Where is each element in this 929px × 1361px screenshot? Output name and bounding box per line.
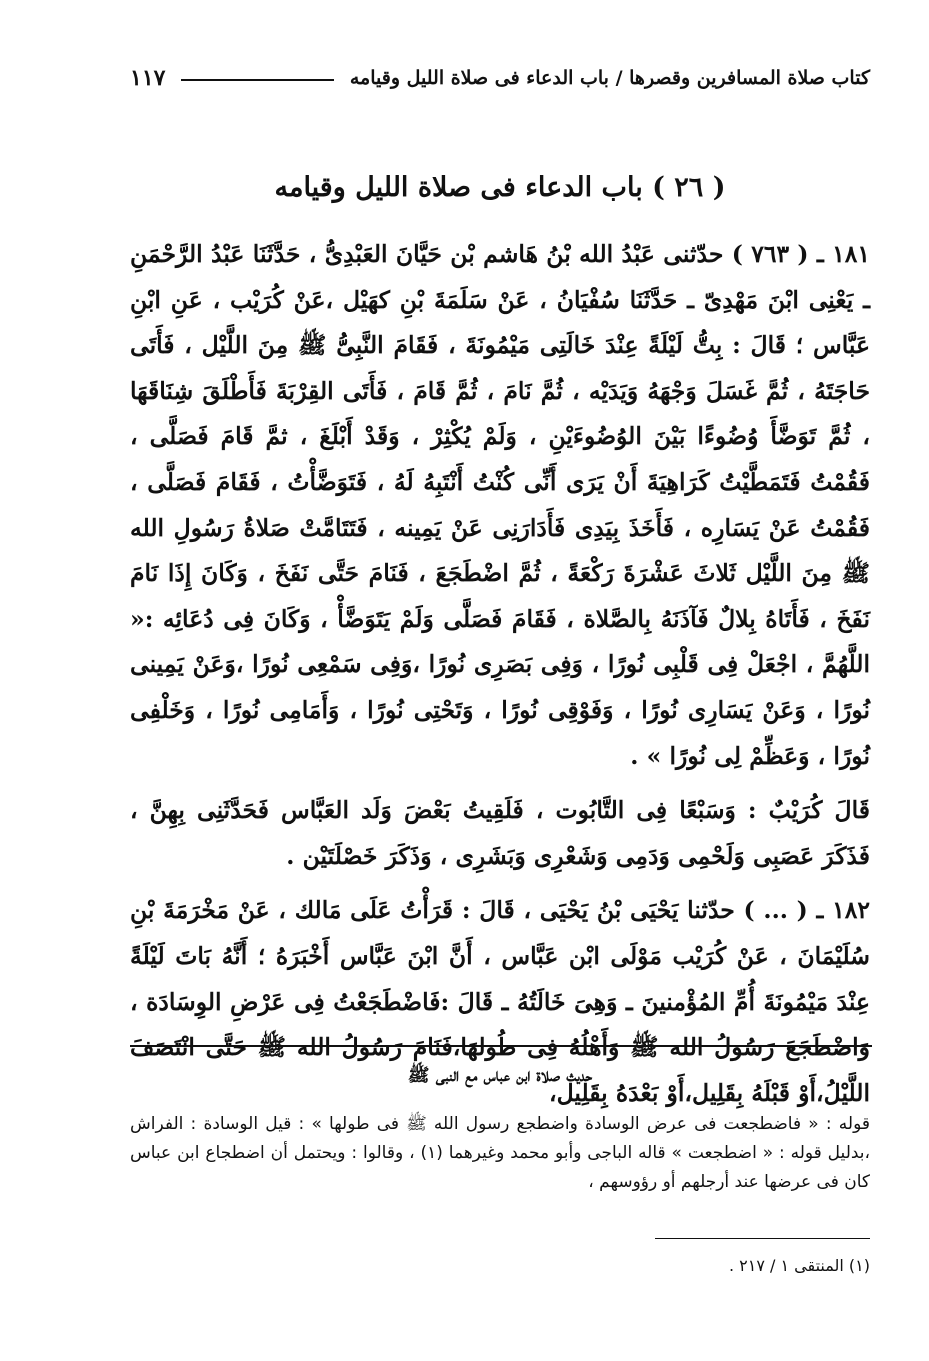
page-number: ١١٧: [130, 65, 166, 91]
commentary-paragraph: قوله : « فاضطجعت فى عرض الوسادة واضطجع رسول الله ﷺ فى طولها » : قيل الوسادة : الفراش ،بدليل قوله : « اضطجعت » قاله الباجى وأبو محمد وغيرهما (١) ، وقالوا : ويحتمل أن اضطجاع ابن عباس كان فى عرضها عند أرجلهم أو رؤوسهم ،: [130, 1114, 871, 1192]
footnote: (١) المنتقى ١ / ٢١٧ .: [728, 1256, 870, 1275]
commentary-heading: حديث صلاة ابن عباس مع النبى ﷺ: [407, 1065, 593, 1086]
commentary-divider: [130, 1045, 872, 1047]
header-rule: [181, 79, 333, 81]
hadith-paragraph-182: ١٨٢ ـ ( ... ) حدّثنا يَحْيَى بْنُ يَحْيَى ، قَالَ : قَرَأْتُ عَلَى مَالك ، عَنْ مَخْرَمَةَ بْنِ سُلَيْمَانَ ، عَنْ كُرَيْب مَوْلَى ابْن عَبَّاس ، أَنَّ ابْنَ عَبَّاس أَخْبَرَهُ ؛ أَنَّهُ بَاتَ لَيْلَةً عِنْدَ مَيْمُونَةَ أُمِّ المُؤْمنينَ ـ وَهِىَ خَالَتُهُ ـ قَالَ :فَاضْطَجَعْتُ فِى عَرْضِ الوِسَادَة ، وَاضْطَجَعَ رَسُولُ الله ﷺ وَأَهْلُهُ فِى طُولهَا،فَنَامَ رَسُولُ الله ﷺ حَتَّى انْتَصَفَ اللَّيْلُ،أَوْ قَبْلَهُ بِقَلِيل،أَوْ بَعْدَهُ بِقَلِيل،: [130, 896, 870, 1107]
hadith-text: [130, 232, 870, 1116]
running-header: [130, 58, 870, 98]
footnote-divider: [655, 1238, 870, 1239]
chapter-heading: ( ٢٦ ) باب الدعاء فى صلاة الليل وقيامه: [274, 172, 726, 203]
commentary-text: [130, 1110, 870, 1197]
running-title: كتاب صلاة المسافرين وقصرها / باب الدعاء فى صلاة الليل وقيامه: [349, 67, 870, 89]
kurayb-paragraph: قَالَ كُرَيْبٌ : وَسَبْعًا فِى التَّابُوت ، فَلَقِيتُ بَعْضَ وَلَد العَبَّاس فَحَدَّثَنِى بِهِنَّ ، فَذَكَرَ عَصَبِى وَلَحْمِى وَدَمِى وَشَعْرِى وَبَشَرِى ، وَذَكَرَ خَصْلَتَيْن .: [130, 796, 870, 870]
hadith-paragraph-181: ١٨١ ـ ( ٧٦٣ ) حدّثنى عَبْدُ الله بْنُ هَاشم بْن حَيَّانَ العَبْدِىُّ ، حَدَّثَنَا عَبْدُ الرَّحْمَنِ ـ يَعْنِى ابْنَ مَهْدِىّ ـ حَدَّثَنَا سُفْيَانُ ، عَنْ سَلَمَةَ بْنِ كهَيْل ،عَنْ كُرَيْب ، عَنِ ابْنِ عَبَّاس ؛ قَالَ : بِتُّ لَيْلَةً عِنْدَ خَالَتِى مَيْمُونَةَ ، فَقَامَ النَّبِىُّ ﷺ مِنَ اللَّيْل ، فَأَتَى حَاجَتَهُ ، ثُمَّ غَسَلَ وَجْهَهُ وَيَدَيْه ، ثُمَّ نَامَ ، ثُمَّ قَامَ ، فَأَتَى القِرْبَةَ فَأَطْلَقَ شِنَاقَهَا ، ثُمَّ تَوَضَّأَ وُضُوءًا بَيْنَ الوُضُوءَيْنِ ، وَلَمْ يُكْثِرْ ، وَقَدْ أَبْلَغَ ، ثمَّ قَامَ فَصَلَّى ، فَقُمْتُ فَتَمَطَّيْتُ كَرَاهِيَةَ أَنْ يَرَى أَنِّى كُنْتُ أَنْتَبِهُ لَهُ ، فَتَوَضَّأْتُ ، فَقَامَ فَصَلَّى ، فَقُمْتُ عَنْ يَسَارِه ، فَأَخَذَ بِيَدِى فَأَدَارَنِى عَنْ يَمِينه ، فَتَتَامَّتْ صَلاةُ رَسُولِ الله ﷺ مِنَ اللَّيْل ثَلاثَ عَشْرَةَ رَكْعَةً ، ثُمَّ اضْطَجَعَ ، فَنَامَ حَتَّى نَفَخَ ، وَكَانَ إِذَا نَامَ نَفَخَ ، فَأَتَاهُ بِلالٌ فَآذَنَهُ بِالصَّلاة ، فَقَامَ فَصَلَّى وَلَمْ يَتَوَضَّأْ ، وَكَانَ فِى دُعَائِه :« اللَّهُمَّ ، اجْعَلْ فِى قَلْبِى نُورًا ، وَفِى بَصَرِى نُورًا ،وَفِى سَمْعِى نُورًا ،وَعَنْ يَمِينى نُورًا ، وَعَنْ يَسَارِى نُورًا ، وَفَوْقِى نُورًا ، وَتَحْتِى نُورًا ، وَأَمَامِى نُورًا ، وَخَلْفِى نُورًا ، وَعَظِّمْ لِى نُورًا » .: [130, 240, 870, 770]
